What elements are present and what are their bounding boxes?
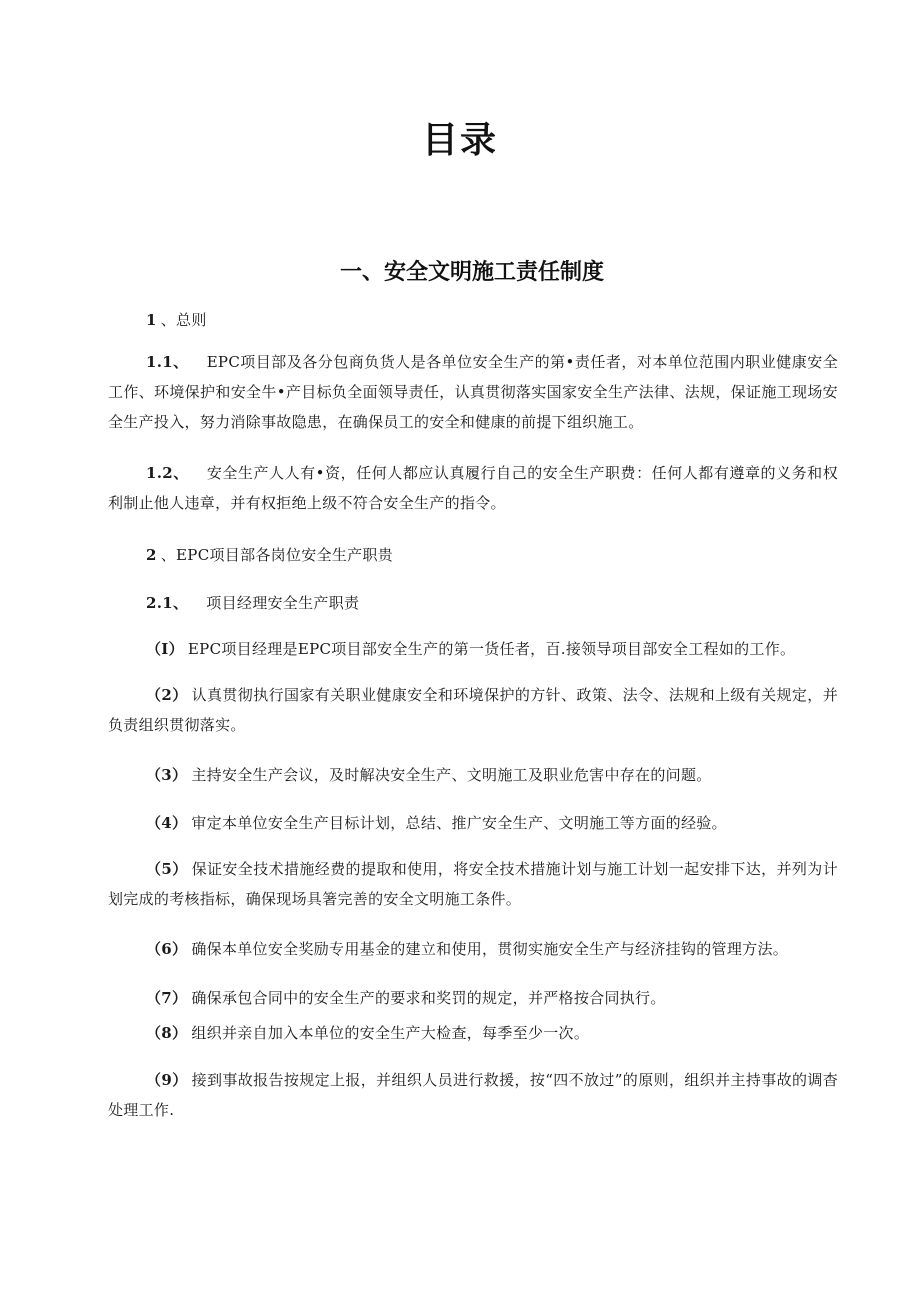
paragraph-number: （8） — [146, 1024, 188, 1042]
paragraph-2-1 — [108, 588, 838, 618]
paragraph-1-1 — [108, 347, 838, 437]
list-item-6 — [108, 934, 838, 964]
paragraph-text: 审定本单位安全生产目标计划，总结、推广安全生产、文明施工等方面的经验。 — [191, 814, 727, 832]
paragraph-text: 项目经理安全生产职责 — [206, 594, 360, 612]
paragraph-2 — [108, 540, 838, 570]
paragraph-number: （2） — [146, 686, 188, 704]
section-heading: 一、安全文明施工责任制度 — [339, 260, 604, 285]
list-item-5 — [108, 854, 838, 914]
paragraph-number: （7） — [146, 989, 188, 1007]
paragraph-number: （5） — [146, 860, 188, 878]
list-item-7 — [108, 983, 838, 1013]
paragraph-text: EPC项目部及各分包商负货人是各单位安全生产的第•责任者，对本单位范围内职业健康安全工作、环境保护和安全牛•产目标负全面领导责任，认真贯彻落实国家安全生产法律、法规，保证施工现场安全生产投入，努力消除事故隐患，在确保员工的安全和健康的前提下组织施工。 — [108, 353, 839, 431]
paragraph-general — [108, 305, 838, 335]
list-item-4 — [108, 808, 838, 838]
paragraph-number: 2.1、 — [146, 594, 189, 612]
paragraph-number: （3） — [146, 766, 188, 784]
list-item-2 — [108, 680, 838, 740]
paragraph-number: （6） — [146, 940, 188, 958]
paragraph-text: 接到事故报告按规定上报，并组织人员进行救援，按“四不放过”的原则，组织并主持事故的调杳处理工作. — [108, 1071, 838, 1119]
paragraph-text: 、EPC项目部各岗位安全生产职贵 — [160, 546, 394, 564]
paragraph-text: 组织并亲自加入本单位的安全生产大检查，每季至少一次。 — [191, 1024, 590, 1042]
paragraph-text: 主持安全生产会议，及时解决安全生产、文明施工及职业危害中存在的问题。 — [191, 766, 712, 784]
list-item-1 — [108, 634, 838, 664]
paragraph-number: 1.1、 — [146, 353, 189, 371]
paragraph-text: 、总则 — [160, 311, 207, 329]
paragraph-number: （9） — [146, 1071, 188, 1089]
paragraph-text: 认真贯彻执行国家有关职业健康安全和环境保护的方针、政策、法令、法规和上级有关规定，并负责组织贯彻落实。 — [108, 686, 838, 734]
paragraph-text: 保证安全技术措施经费的提取和使用，将安全技术措施计划与施工计划一起安排下达，并列为计划完成的考核指标，确保现场具箸完善的安全文明施工条件。 — [108, 860, 838, 908]
paragraph-text: 安全生产人人有•资，任何人都应认真履行自己的安全生产职费：任何人都有遵章的义务和权利制止他人违章，并有权拒绝上级不符合安全生产的指令。 — [108, 464, 839, 512]
paragraph-text: 确保本单位安全奖励专用基金的建立和使用，贯彻实施安全生产与经济挂钩的管理方法。 — [191, 940, 789, 958]
paragraph-number: 1.2、 — [146, 464, 189, 482]
paragraph-number: 1 — [146, 311, 157, 329]
paragraph-number: （4） — [146, 814, 188, 832]
paragraph-1-2 — [108, 458, 838, 518]
list-item-3 — [108, 760, 838, 790]
paragraph-number: （I） — [146, 640, 184, 658]
document-title: 目录 — [421, 120, 498, 161]
paragraph-number: 2 — [146, 546, 157, 564]
paragraph-text: EPC项目经理是EPC项目部安全生产的第一货任者，百.接领导项目部安全工程如的工作。 — [187, 640, 796, 658]
list-item-8 — [108, 1018, 838, 1048]
paragraph-text: 确保承包合同中的安全生产的要求和奖罚的规定，并严格按合同执行。 — [191, 989, 666, 1007]
list-item-9 — [108, 1065, 838, 1125]
